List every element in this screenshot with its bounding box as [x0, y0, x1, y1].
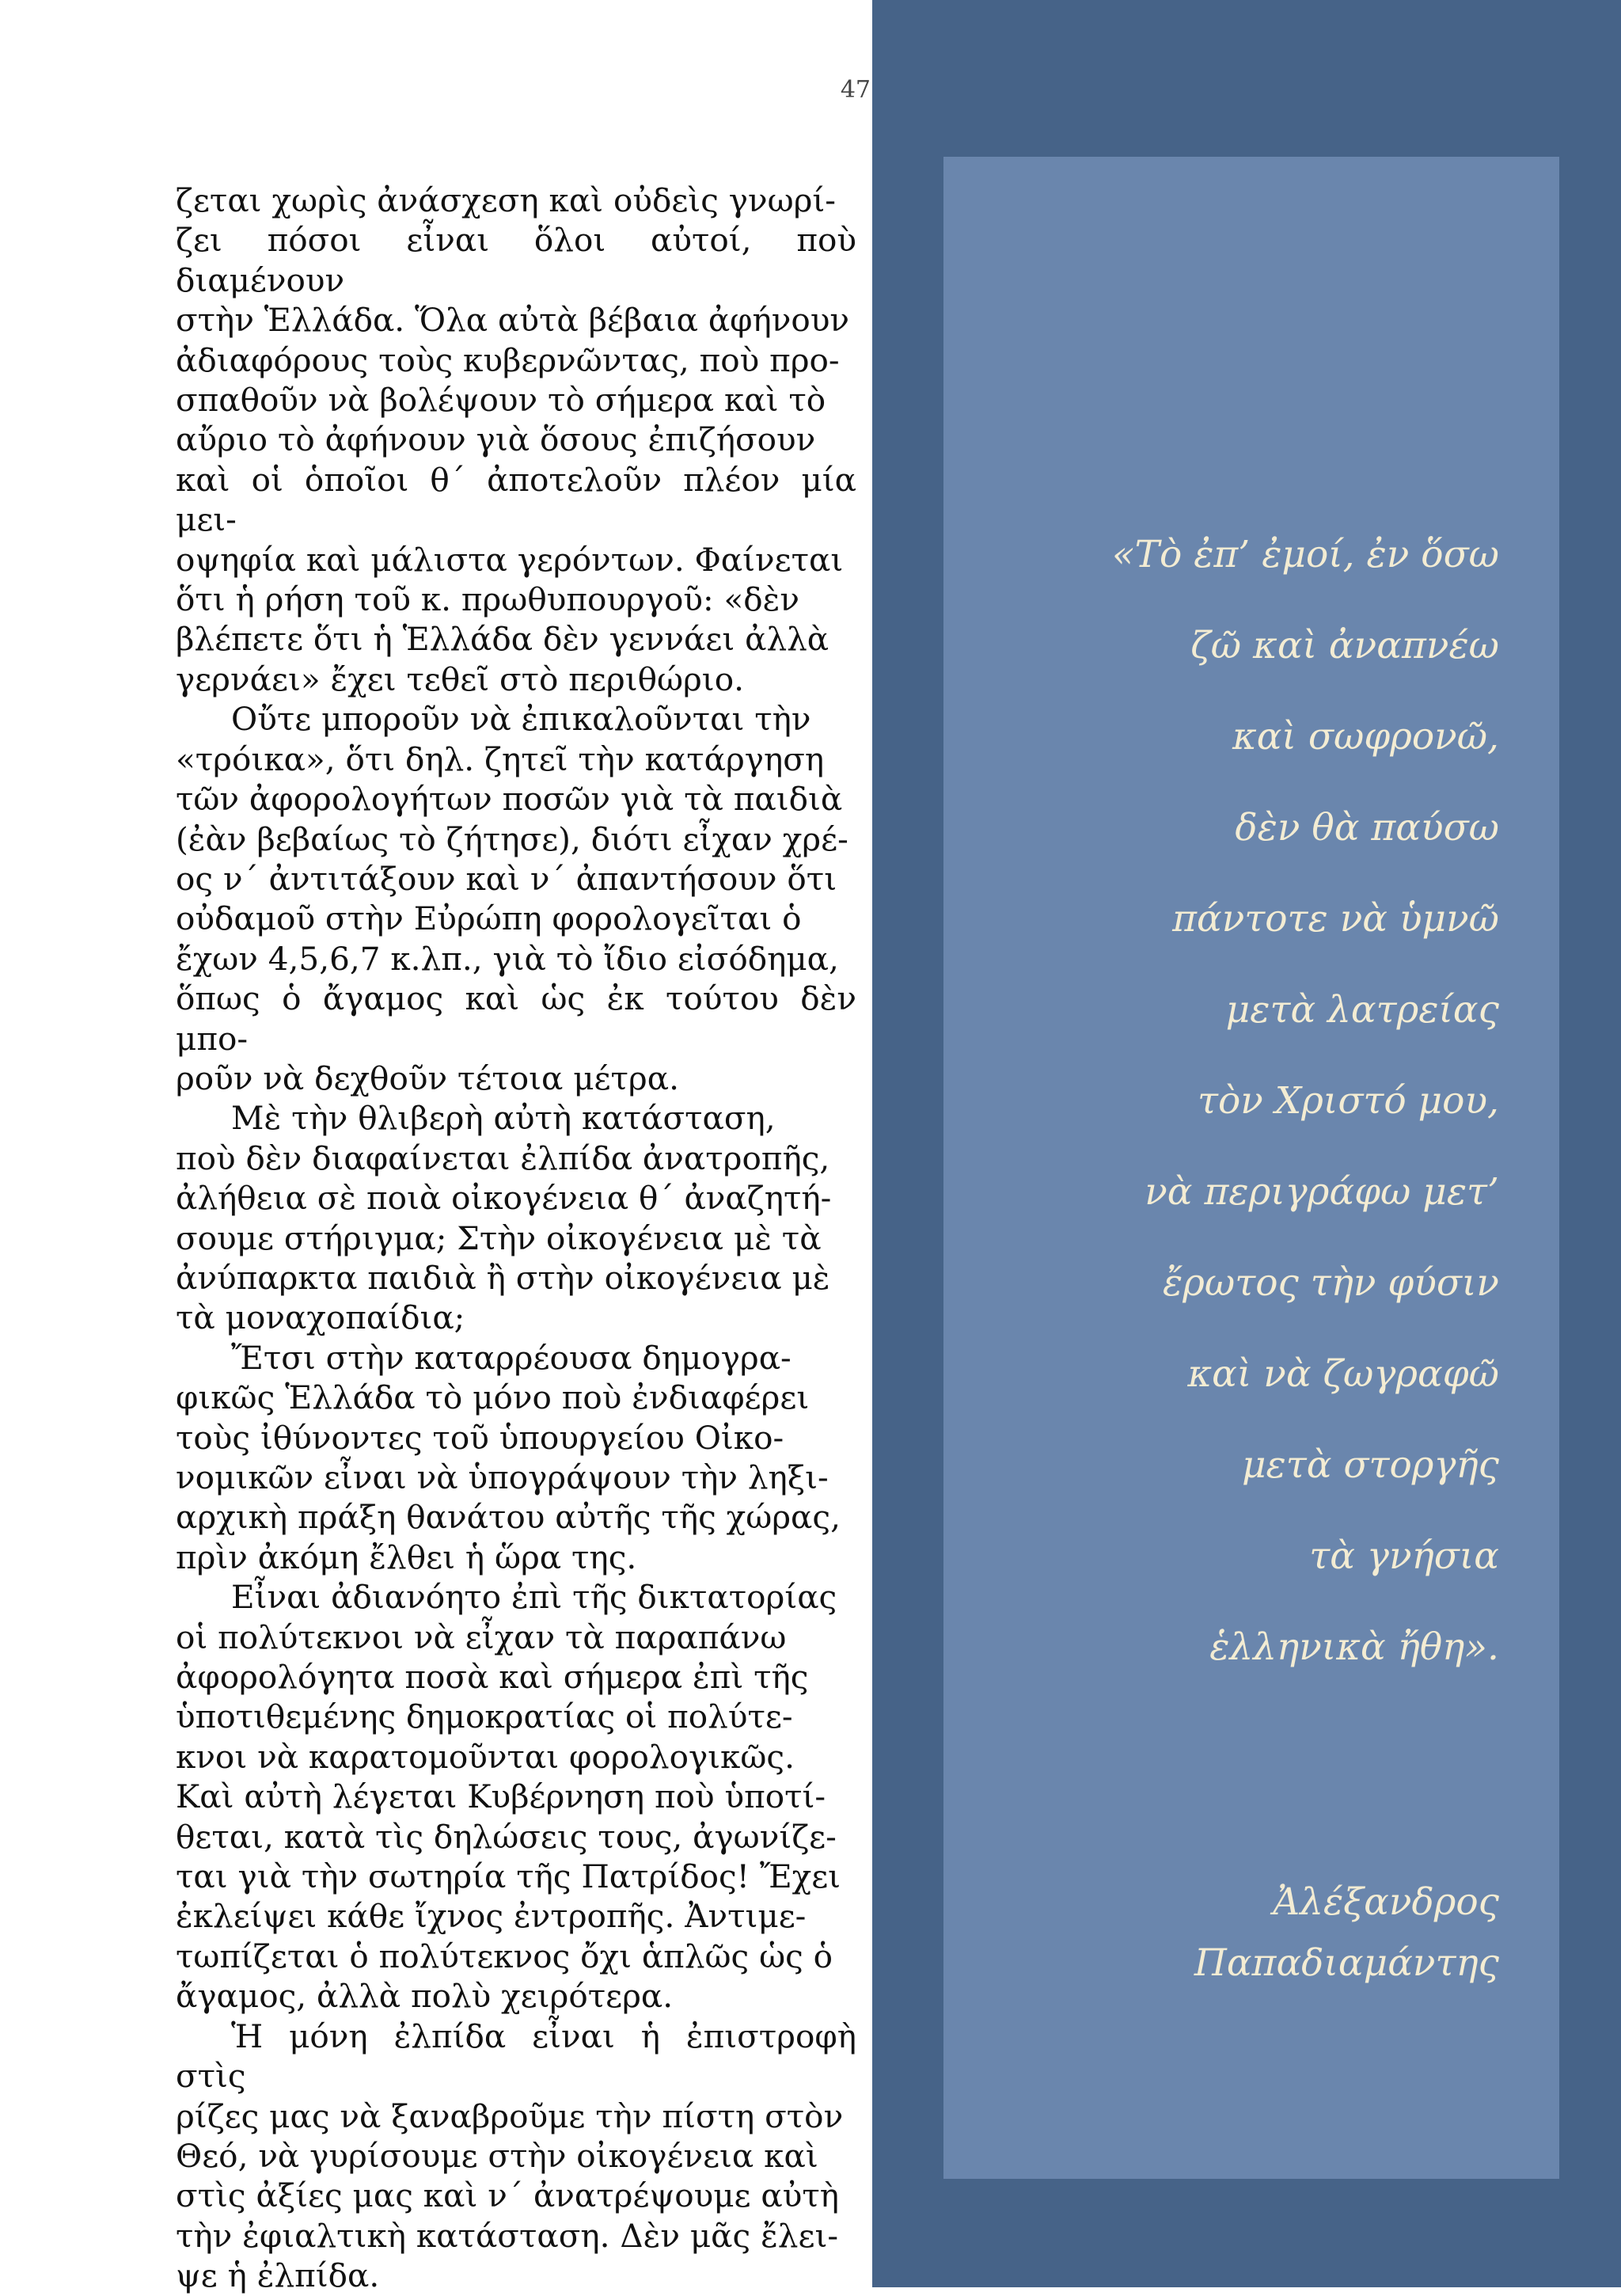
text-line: ὅπως ὁ ἄγαμος καὶ ὡς ἐκ τούτου δὲν μπο- [176, 979, 856, 1058]
body-paragraph [176, 1577, 856, 2016]
text-line: φικῶς Ἑλλάδα τὸ μόνο ποὺ ἐνδιαφέρει [176, 1378, 810, 1417]
text-line: τοὺς ἰθύνοντες τοῦ ὑπουργείου Οἰκο- [176, 1418, 784, 1457]
quote-line: τὸν Χριστό μου, [1197, 1079, 1499, 1123]
text-line: στὶς ἀξίες μας καὶ ν΄ ἀνατρέψουμε αὐτὴ [176, 2176, 840, 2215]
author-line: Παπαδιαμάντης [1194, 1941, 1499, 1985]
text-line: τὴν ἐφιαλτικὴ κατάσταση. Δὲν μᾶς ἔλει- [176, 2216, 839, 2255]
quote-line: καὶ σωφρονῶ, [1232, 715, 1499, 758]
text-line: ψε ἡ ἐλπίδα. [176, 2256, 380, 2295]
body-paragraph [176, 181, 856, 699]
text-line: οὐδαμοῦ στὴν Εὐρώπη φορολογεῖται ὁ [176, 899, 802, 938]
text-line: τωπίζεται ὁ πολύτεκνος ὄχι ἁπλῶς ὡς ὁ [176, 1937, 833, 1975]
quote-line: ἑλληνικὰ ἤθη». [1209, 1625, 1499, 1669]
text-line: ζεται χωρὶς ἀνάσχεση καὶ οὐδεὶς γνωρί- [176, 181, 836, 219]
text-line: ἄγαμος, ἀλλὰ πολὺ χειρότερα. [176, 1977, 674, 2016]
text-line: ὅτι ἡ ρήση τοῦ κ. πρωθυπουργοῦ: «δὲν [176, 580, 800, 619]
text-line: οψηφία καὶ μάλιστα γερόντων. Φαίνεται [176, 540, 844, 579]
quote-line: μετὰ στοργῆς [1241, 1443, 1499, 1487]
text-line: ρίζες μας νὰ ξαναβροῦμε τὴν πίστη στὸν [176, 2096, 844, 2135]
text-line: σπαθοῦν νὰ βολέψουν τὸ σήμερα καὶ τὸ [176, 381, 826, 420]
text-line: τῶν ἀφορολογήτων ποσῶν γιὰ τὰ παιδιὰ [176, 780, 843, 819]
text-line: ἀφορολόγητα ποσὰ καὶ σήμερα ἐπὶ τῆς [176, 1658, 809, 1697]
quote-text [943, 527, 1499, 1711]
text-line: βλέπετε ὅτι ἡ Ἑλλάδα δὲν γεννάει ἀλλὰ [176, 620, 829, 659]
text-line: γερνάει» ἔχει τεθεῖ στὸ περιθώριο. [176, 660, 744, 698]
text-line: ἀνύπαρκτα παιδιὰ ἢ στὴν οἰκογένεια μὲ [176, 1258, 830, 1297]
quote-line: μετὰ λατρείας [1225, 988, 1499, 1032]
author-line: Ἀλέξανδρος [1273, 1880, 1499, 1924]
text-line: οἱ πολύτεκνοι νὰ εἶχαν τὰ παραπάνω [176, 1617, 787, 1656]
text-line: κνοι νὰ καρατομοῦνται φορολογικῶς. [176, 1737, 795, 1776]
text-line: ποὺ δὲν διαφαίνεται ἐλπίδα ἀνατροπῆς, [176, 1138, 830, 1177]
text-line: ροῦν νὰ δεχθοῦν τέτοια μέτρα. [176, 1059, 679, 1097]
text-line: Μὲ τὴν θλιβερὴ αὐτὴ κατάσταση, [231, 1099, 776, 1138]
text-line: ὑποτιθεμένης δημοκρατίας οἱ πολύτε- [176, 1697, 793, 1736]
body-paragraph [176, 1338, 856, 1577]
text-line: ἔχων 4,5,6,7 κ.λπ., γιὰ τὸ ἴδιο εἰσόδημα, [176, 939, 839, 978]
text-line: Θεό, νὰ γυρίσουμε στὴν οἰκογένεια καὶ [176, 2136, 818, 2175]
quote-line: νὰ περιγράφω μετ’ [1145, 1170, 1499, 1214]
text-line: Ἔτσι στὴν καταρρέουσα δημογρα- [231, 1338, 792, 1377]
text-line: σουμε στήριγμα; Στὴν οἰκογένεια μὲ τὰ [176, 1218, 822, 1257]
text-line: Καὶ αὐτὴ λέγεται Κυβέρνηση ποὺ ὑποτί- [176, 1777, 826, 1816]
article-body [176, 181, 856, 2296]
text-line: τὰ μοναχοπαίδια; [176, 1298, 465, 1337]
text-line: ἀλήθεια σὲ ποιὰ οἰκογένεια θ΄ ἀναζητή- [176, 1179, 832, 1218]
quote-line: τὰ γνήσια [1309, 1534, 1499, 1578]
quote-line: πάντοτε νὰ ὑμνῶ [1172, 897, 1499, 941]
text-line: Οὔτε μποροῦν νὰ ἐπικαλοῦνται τὴν [231, 700, 811, 739]
text-line: αὔριο τὸ ἀφήνουν γιὰ ὅσους ἐπιζήσουν [176, 420, 816, 459]
quote-line: «Τὸ ἐπ’ ἐμοί, ἐν ὅσω [1111, 533, 1499, 576]
quote-line: δὲν θὰ παύσω [1235, 806, 1499, 850]
text-line: Ἡ μόνη ἐλπίδα εἶναι ἡ ἐπιστροφὴ στὶς [176, 2017, 856, 2096]
quote-sidebar [872, 0, 1621, 2287]
body-paragraph [176, 1098, 856, 1337]
text-line: Εἶναι ἀδιανόητο ἐπὶ τῆς δικτατορίας [231, 1578, 837, 1617]
text-line: ζει πόσοι εἶναι ὅλοι αὐτοί, ποὺ διαμένουν [176, 221, 856, 299]
text-line: (ἐὰν βεβαίως τὸ ζήτησε), διότι εἶχαν χρέ- [176, 819, 848, 858]
quote-line: καὶ νὰ ζωγραφῶ [1187, 1352, 1499, 1396]
quote-box [943, 157, 1559, 2179]
text-line: νομικῶν εἶναι νὰ ὑπογράψουν τὴν ληξι- [176, 1458, 829, 1496]
text-line: πρὶν ἀκόμη ἔλθει ἡ ὥρα της. [176, 1538, 637, 1576]
text-line: καὶ οἱ ὁποῖοι θ΄ ἀποτελοῦν πλέον μία μει- [176, 460, 856, 539]
body-paragraph [176, 699, 856, 1098]
quote-line: ἔρωτος τὴν φύσιν [1163, 1261, 1499, 1305]
quote-line: ζῶ καὶ ἀναπνέω [1190, 624, 1499, 667]
text-line: ος ν΄ ἀντιτάξουν καὶ ν΄ ἀπαντήσουν ὅτι [176, 859, 837, 898]
text-line: ἀδιαφόρους τοὺς κυβερνῶντας, ποὺ προ- [176, 340, 840, 379]
text-line: θεται, κατὰ τὶς δηλώσεις τους, ἀγωνίζε- [176, 1817, 837, 1856]
page-number: 47 [840, 76, 871, 104]
text-line: ται γιὰ τὴν σωτηρία τῆς Πατρίδος! Ἔχει [176, 1857, 841, 1896]
text-line: στὴν Ἑλλάδα. Ὅλα αὐτὰ βέβαια ἀφήνουν [176, 301, 850, 340]
quote-author [943, 1872, 1499, 1994]
body-paragraph [176, 2017, 856, 2296]
text-line: ἐκλείψει κάθε ἴχνος ἐντροπῆς. Ἀντιμε- [176, 1897, 807, 1936]
text-line: αρχικὴ πράξη θανάτου αὐτῆς τῆς χώρας, [176, 1498, 841, 1537]
text-line: «τρόικα», ὅτι δηλ. ζητεῖ τὴν κατάργηση [176, 739, 825, 778]
